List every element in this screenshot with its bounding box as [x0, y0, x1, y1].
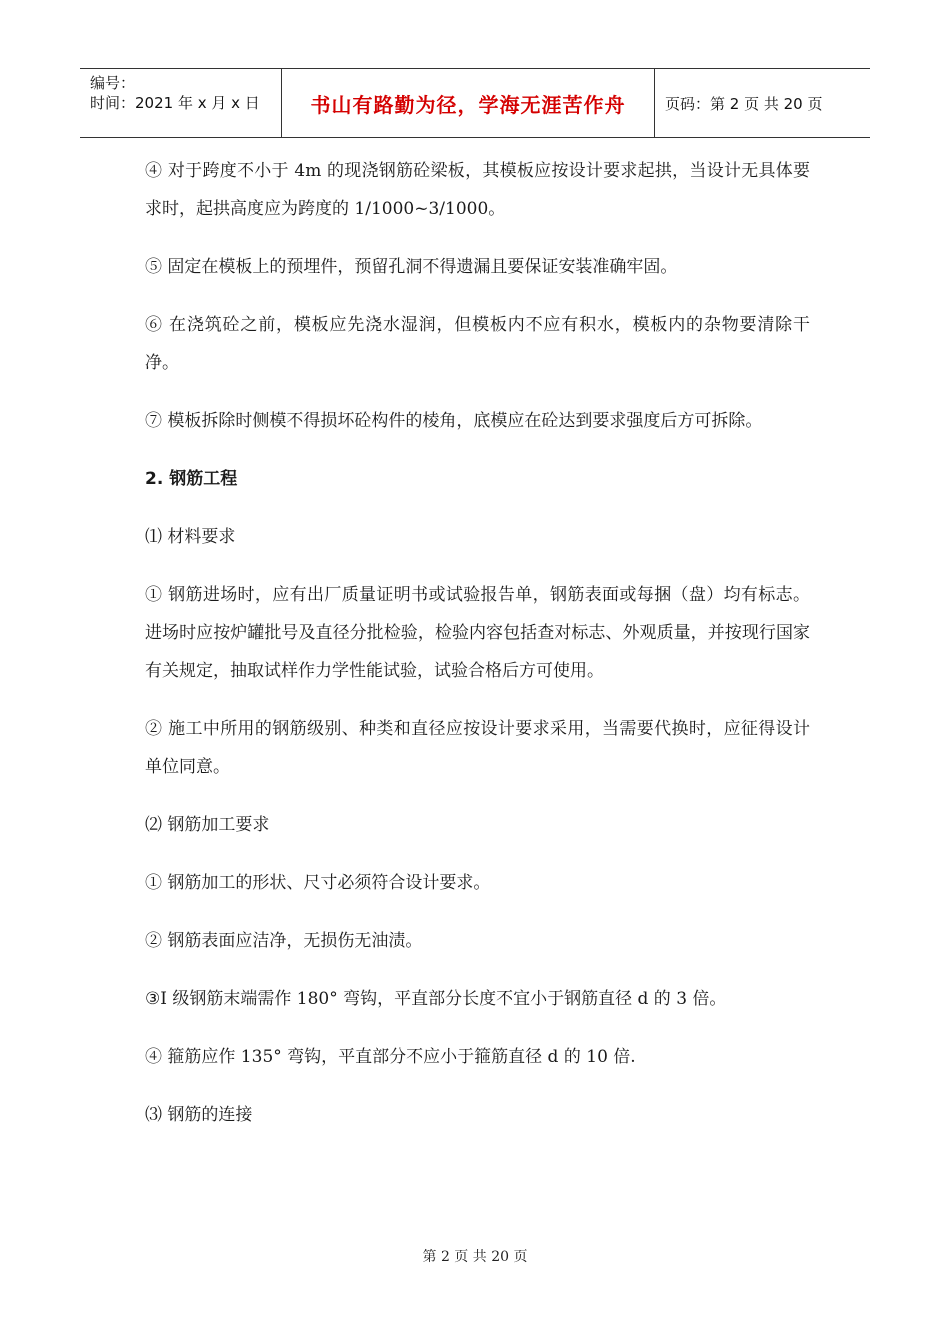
paragraph: ② 钢筋表面应洁净，无损伤无油渍。: [145, 931, 423, 951]
document-body: [145, 152, 810, 1154]
paragraph: ① 钢筋进场时，应有出厂质量证明书或试验报告单，钢筋表面或每捆（盘）均有标志。进场时应按炉罐批号及直径分批检验，检验内容包括查对标志、外观质量，并按现行国家有关规定，抽取试样作力学性能试验，试验合格后方可使用。: [145, 585, 810, 681]
paragraph: ① 钢筋加工的形状、尺寸必须符合设计要求。: [145, 873, 491, 893]
paragraph: ⑥ 在浇筑砼之前，模板应先浇水湿润，但模板内不应有积水，模板内的杂物要清除干净。: [145, 315, 810, 373]
paragraph: ④ 箍筋应作 135° 弯钩，平直部分不应小于箍筋直径 d 的 10 倍.: [145, 1047, 636, 1067]
paragraph: ② 施工中所用的钢筋级别、种类和直径应按设计要求采用，当需要代换时，应征得设计单位同意。: [145, 719, 810, 777]
paragraph: ⑦ 模板拆除时侧模不得损坏砼构件的棱角，底模应在砼达到要求强度后方可拆除。: [145, 411, 763, 431]
document-number-label: 编号：: [90, 74, 136, 92]
section-heading: 2. 钢筋工程: [145, 469, 238, 489]
paragraph: ④ 对于跨度不小于 4m 的现浇钢筋砼梁板，其模板应按设计要求起拱，当设计无具体要求时，起拱高度应为跨度的 1/1000~3/1000。: [145, 161, 810, 219]
header-page-label: 页码：第 2 页 共 20 页: [665, 94, 823, 113]
header-motto: 书山有路勤为径，学海无涯苦作舟: [282, 69, 655, 137]
subsection-heading: ⑴ 材料要求: [145, 527, 236, 547]
document-header: [80, 68, 870, 138]
document-time-label: 时间：2021 年 x 月 x 日: [90, 94, 260, 112]
subsection-heading: ⑶ 钢筋的连接: [145, 1105, 253, 1125]
header-meta-cell: [80, 69, 282, 137]
paragraph: ⑤ 固定在模板上的预埋件，预留孔洞不得遗漏且要保证安装准确牢固。: [145, 257, 678, 277]
page-footer: 第 2 页 共 20 页: [422, 1249, 528, 1265]
paragraph: ③Ⅰ 级钢筋末端需作 180° 弯钩，平直部分长度不宜小于钢筋直径 d 的 3 倍。: [145, 989, 727, 1009]
subsection-heading: ⑵ 钢筋加工要求: [145, 815, 270, 835]
